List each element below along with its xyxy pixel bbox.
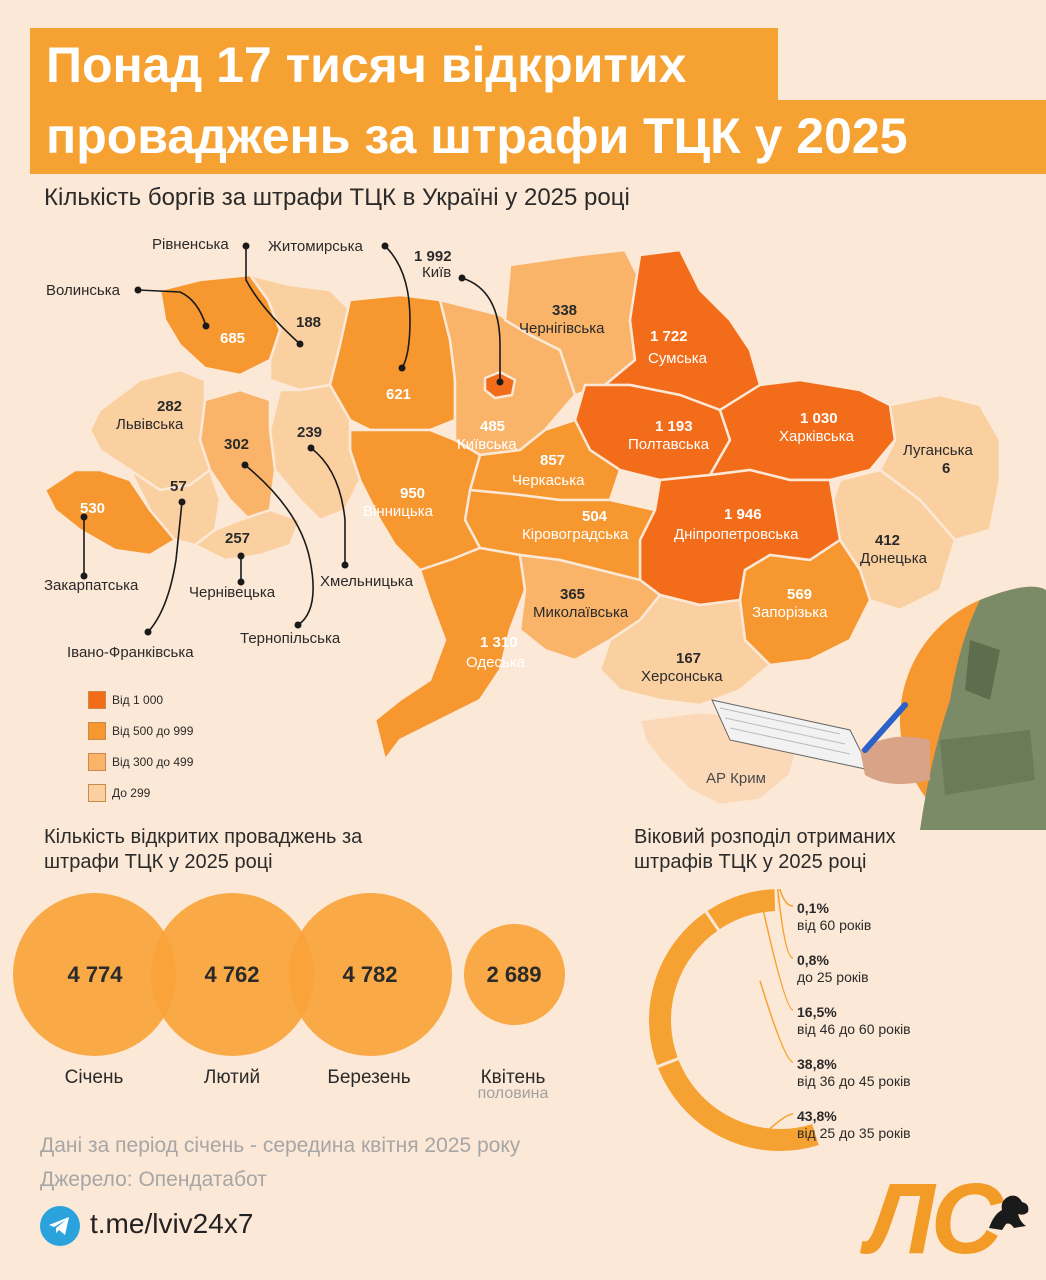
label-kirovohradska: Кіровоградська: [522, 526, 629, 543]
title-line-2: проваджень за штрафи ТЦК у 2025: [30, 100, 1046, 174]
dot-rivnenska-end: [297, 341, 304, 348]
label-ivano-frankivska: Івано-Франківська: [67, 644, 194, 661]
legend-item-under-299: [88, 783, 193, 803]
label-chernivetska: Чернівецька: [189, 584, 276, 601]
dot-volynska: [135, 287, 142, 294]
value-lvivska: 282: [157, 398, 183, 415]
bubble-value-march: 4 782: [342, 962, 398, 987]
value-dnipropetrovska: 1 946: [724, 506, 762, 523]
dot-zhytomyrska: [382, 243, 389, 250]
dot-kyiv: [459, 275, 466, 282]
value-rivnenska: 188: [296, 314, 322, 331]
label-rivnenska: Рівненська: [152, 236, 229, 253]
age-pct-25-35: 43,8%: [797, 1108, 837, 1124]
month-label-april: Квітень: [480, 1067, 546, 1088]
value-volynska: 685: [220, 330, 246, 347]
dot-kyiv-end: [497, 379, 504, 386]
label-kharkivska: Харківська: [779, 428, 854, 445]
label-sumska: Сумська: [648, 350, 708, 367]
age-arc-46-60-separator: [776, 888, 777, 912]
legend-label: Від 300 до 499: [112, 755, 194, 769]
age-leader-60plus: [780, 889, 793, 906]
footer-note: Дані за період січень - середина квітня 2025 року: [40, 1134, 521, 1157]
bubble-value-april: 2 689: [486, 962, 542, 987]
soldier-photo: [700, 580, 1046, 830]
label-zhytomyrska: Житомирська: [268, 238, 363, 255]
bubble-value-january: 4 774: [67, 962, 123, 987]
legend-swatch: [88, 722, 106, 740]
map-legend: [88, 690, 193, 814]
dot-ternopilska: [242, 462, 249, 469]
label-cherkaska: Черкаська: [512, 472, 585, 489]
bubble-value-february: 4 762: [204, 962, 260, 987]
age-title-line1: Віковий розподіл отриманих: [634, 826, 896, 848]
age-title-line2: штрафів ТЦК у 2025 році: [634, 851, 867, 873]
value-kyivska: 485: [480, 418, 506, 435]
value-vinnytska: 950: [400, 485, 426, 502]
legend-label: До 299: [112, 786, 151, 800]
legend-item-300-499: [88, 752, 193, 772]
legend-swatch: [88, 691, 106, 709]
months-title-line2: штрафи ТЦК у 2025 році: [44, 851, 273, 873]
label-kyiv: Київ: [422, 264, 452, 281]
age-title: [634, 825, 896, 875]
label-ternopilska: Тернопільська: [240, 630, 341, 647]
label-kyivska: Київська: [457, 436, 517, 453]
months-title-line1: Кількість відкритих проваджень за: [44, 826, 363, 848]
label-crimea: АР Крим: [706, 770, 766, 787]
legend-label: Від 500 до 999: [112, 724, 194, 738]
value-mykolaivska: 365: [560, 586, 586, 603]
value-zaporizka: 569: [787, 586, 813, 603]
region-zhytomyrska: [330, 295, 455, 430]
value-kyiv: 1 992: [414, 248, 452, 265]
label-mykolaivska: Миколаївська: [533, 604, 629, 621]
age-pct-60plus: 0,1%: [797, 900, 829, 916]
month-label-february: Лютий: [203, 1067, 261, 1088]
age-label-under25: до 25 років: [797, 969, 869, 985]
month-label-january: Січень: [64, 1067, 124, 1088]
dot-chernivetska: [238, 553, 245, 560]
months-title: [44, 825, 362, 875]
age-label-60plus: від 60 років: [797, 917, 872, 933]
legend-swatch: [88, 753, 106, 771]
dot-ivano-frankivska: [179, 499, 186, 506]
month-sublabel-april: половина: [477, 1085, 549, 1102]
age-arc-25-35: [668, 1063, 816, 1140]
value-zhytomyrska: 621: [386, 386, 412, 403]
dot-volynska-end: [203, 323, 210, 330]
value-cherkaska: 857: [540, 452, 566, 469]
value-khersonska: 167: [676, 650, 702, 667]
value-sumska: 1 722: [650, 328, 688, 345]
lion-logo-icon: [984, 1190, 1034, 1234]
value-kirovohradska: 504: [582, 508, 608, 525]
label-volynska: Волинська: [46, 282, 120, 299]
map-subtitle: Кількість боргів за штрафи ТЦК в Україні у 2025 році: [44, 184, 630, 211]
label-donetska: Донецька: [860, 550, 927, 567]
value-donetska: 412: [875, 532, 901, 549]
telegram-icon[interactable]: [40, 1206, 80, 1246]
label-lvivska: Львівська: [116, 416, 184, 433]
value-khmelnytska: 239: [297, 424, 323, 441]
legend-item-over-1000: [88, 690, 193, 710]
legend-label: Від 1 000: [112, 693, 164, 707]
legend-item-500-999: [88, 721, 193, 741]
label-dnipropetrovska: Дніпропетровська: [674, 526, 799, 543]
month-label-march: Березень: [327, 1067, 411, 1088]
dot-khmelnytska-end: [342, 562, 349, 569]
dot-khmelnytska: [308, 445, 315, 452]
value-ivano-frankivska: 57: [170, 478, 187, 495]
label-zakarpatska: Закарпатська: [44, 577, 139, 594]
label-chernihivska: Чернігівська: [519, 320, 605, 337]
age-arc-46-60: [712, 900, 776, 921]
label-odeska: Одеська: [466, 654, 525, 671]
age-label-46-60: від 46 до 60 років: [797, 1021, 911, 1037]
lviv-logo: ЛС: [866, 1163, 999, 1275]
dot-ivano-frankivska-end: [145, 629, 152, 636]
value-kharkivska: 1 030: [800, 410, 838, 427]
footer-source: Джерело: Опендатабот: [40, 1168, 267, 1191]
value-poltavska: 1 193: [655, 418, 693, 435]
dot-ternopilska-end: [295, 622, 302, 629]
age-arc-36-45: [660, 921, 712, 1063]
age-pct-36-45: 38,8%: [797, 1056, 837, 1072]
value-chernivetska: 257: [225, 530, 251, 547]
dot-rivnenska: [243, 243, 250, 250]
title-line-1: Понад 17 тисяч відкритих: [30, 28, 778, 100]
label-poltavska: Полтавська: [628, 436, 709, 453]
age-leader-36-45: [760, 981, 793, 1062]
label-khersonska: Херсонська: [641, 668, 723, 685]
label-khmelnytska: Хмельницька: [320, 573, 414, 590]
age-label-25-35: від 25 до 35 років: [797, 1125, 911, 1141]
value-chernihivska: 338: [552, 302, 578, 319]
dot-zhytomyrska-end: [399, 365, 406, 372]
value-odeska: 1 310: [480, 634, 518, 651]
age-pct-46-60: 16,5%: [797, 1004, 837, 1020]
label-luhanska: Луганська: [903, 442, 973, 459]
age-pct-under25: 0,8%: [797, 952, 829, 968]
age-label-36-45: від 36 до 45 років: [797, 1073, 911, 1089]
value-zakarpatska: 530: [80, 500, 106, 517]
label-zaporizka: Запорізька: [752, 604, 828, 621]
legend-swatch: [88, 784, 106, 802]
label-vinnytska: Вінницька: [363, 503, 433, 520]
value-luhanska: 6: [942, 460, 951, 477]
value-ternopilska: 302: [224, 436, 250, 453]
telegram-link[interactable]: t.me/lviv24x7: [90, 1208, 254, 1239]
